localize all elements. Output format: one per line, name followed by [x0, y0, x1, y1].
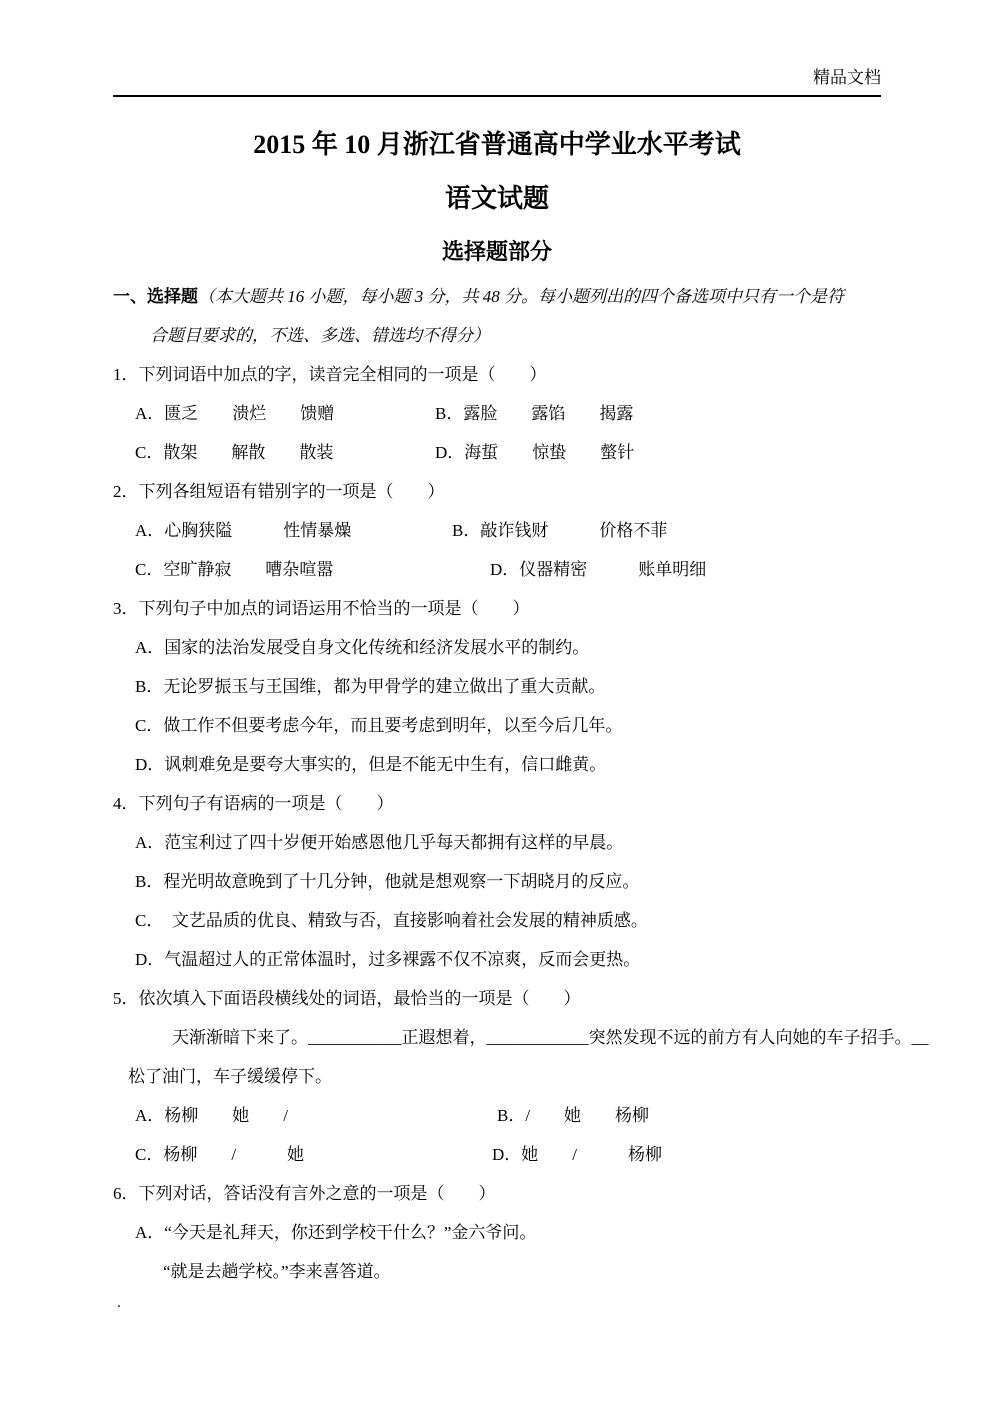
- q1-option-b: B．露脸 露馅 揭露: [435, 404, 634, 423]
- q2-option-b: B．敲诈钱财 价格不菲: [452, 521, 668, 540]
- q5-stem: 5．依次填入下面语段横线处的词语，最恰当的一项是（ ）: [113, 989, 581, 1008]
- q4-option-c: C． 文艺品质的优良、精致与否，直接影响着社会发展的精神质感。: [135, 911, 648, 930]
- q3-stem: 3．下列句子中加点的词语运用不恰当的一项是（ ）: [113, 599, 530, 618]
- q1-option-c: C．散架 解散 散装: [135, 443, 334, 462]
- page-header: [113, 66, 881, 97]
- q4-option-d: D．气温超过人的正常体温时，过多裸露不仅不凉爽，反而会更热。: [135, 950, 641, 969]
- q1-option-d: D．海蜇 惊蛰 螫针: [435, 443, 635, 462]
- q6-option-a-line-2: “就是去趟学校。”李来喜答道。: [163, 1262, 391, 1281]
- q1-option-a: A．匮乏 溃烂 馈赠: [135, 404, 335, 423]
- intro-heading: 一、选择题: [113, 287, 198, 306]
- section-heading: 选择题部分: [441, 239, 552, 264]
- q1-stem: 1．下列词语中加点的字，读音完全相同的一项是（ ）: [113, 365, 547, 384]
- q6-stem: 6．下列对话，答话没有言外之意的一项是（ ）: [113, 1184, 496, 1203]
- document-body: [113, 277, 929, 1291]
- q2-option-a: A．心胸狭隘 性情暴燥: [135, 521, 352, 540]
- q6-option-a-line-1: A．“今天是礼拜天，你还到学校干什么？”金六爷问。: [135, 1223, 537, 1242]
- q3-option-c: C．做工作不但要考虑今年，而且要考虑到明年，以至今后几年。: [135, 716, 623, 735]
- q5-passage-line-1: 天渐渐暗下来了。___________正遐想着，____________突然发现不远的前方有人向她的车子招手。__: [172, 1028, 929, 1047]
- exam-title: 2015 年 10 月浙江省普通高中学业水平考试: [253, 130, 741, 159]
- q5-option-d: D．她 / 杨柳: [492, 1145, 662, 1164]
- q2-option-c: C．空旷静寂 嘈杂喧嚣: [135, 560, 334, 579]
- q2-stem: 2．下列各组短语有错别字的一项是（ ）: [113, 482, 445, 501]
- stray-period-mark: .: [117, 1295, 121, 1311]
- q1-options-row-1: [113, 394, 888, 433]
- q4-stem: 4．下列句子有语病的一项是（ ）: [113, 794, 394, 813]
- q2-options-row-2: [113, 550, 888, 589]
- q5-passage-line-2: 松了油门，车子缓缓停下。: [128, 1067, 332, 1086]
- q5-option-b: B．/ 她 杨柳: [497, 1106, 650, 1125]
- q5-option-c: C．杨柳 / 她: [135, 1145, 305, 1164]
- header-watermark: 精品文档: [813, 68, 881, 87]
- q4-option-a: A．范宝利过了四十岁便开始感恩他几乎每天都拥有这样的早晨。: [135, 833, 624, 852]
- intro-line-1: [113, 277, 888, 316]
- q3-option-d: D．讽刺难免是要夸大事实的，但是不能无中生有，信口雌黄。: [135, 755, 607, 774]
- exam-subject-title: 语文试题: [444, 184, 549, 213]
- intro-description-2: 合题目要求的，不选、多选、错选均不得分）: [150, 326, 490, 345]
- q3-option-b: B．无论罗振玉与王国维，都为甲骨学的建立做出了重大贡献。: [135, 677, 606, 696]
- q5-options-row-1: [113, 1096, 888, 1135]
- intro-description-1: （本大题共 16 小题，每小题 3 分，共 48 分。每小题列出的四个备选项中只有一个是符: [198, 287, 844, 306]
- q3-option-a: A．国家的法治发展受自身文化传统和经济发展水平的制约。: [135, 638, 590, 657]
- q4-option-b: B．程光明故意晚到了十几分钟，他就是想观察一下胡晓月的反应。: [135, 872, 640, 891]
- q5-option-a: A．杨柳 她 /: [135, 1106, 288, 1125]
- q2-options-row-1: [113, 511, 888, 550]
- q5-options-row-2: [113, 1135, 888, 1174]
- q2-option-d: D．仪器精密 账单明细: [490, 560, 707, 579]
- q1-options-row-2: [113, 433, 888, 472]
